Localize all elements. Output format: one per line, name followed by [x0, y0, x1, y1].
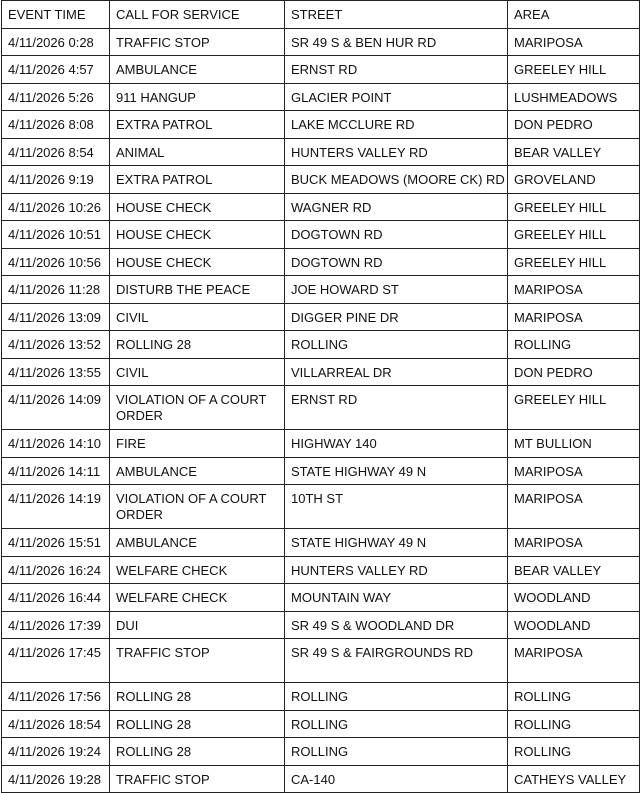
cell-call-for-service: HOUSE CHECK	[110, 193, 285, 221]
cell-area: MARIPOSA	[508, 639, 640, 683]
cell-event-time: 4/11/2026 16:44	[2, 584, 110, 612]
cell-call-for-service: CIVIL	[110, 358, 285, 386]
cell-street: SR 49 S & FAIRGROUNDS RD	[285, 639, 508, 683]
cell-event-time: 4/11/2026 10:26	[2, 193, 110, 221]
cell-street: 10TH ST	[285, 485, 508, 529]
cell-call-for-service: VIOLATION OF A COURT ORDER	[110, 386, 285, 430]
cell-street: MOUNTAIN WAY	[285, 584, 508, 612]
cell-event-time: 4/11/2026 8:54	[2, 138, 110, 166]
cell-street: ROLLING	[285, 738, 508, 766]
cell-area: WOODLAND	[508, 611, 640, 639]
cell-area: CATHEYS VALLEY	[508, 765, 640, 793]
cell-event-time: 4/11/2026 19:24	[2, 738, 110, 766]
table-row	[2, 248, 640, 276]
cell-call-for-service: ANIMAL	[110, 138, 285, 166]
cell-area: DON PEDRO	[508, 111, 640, 139]
cell-area: BEAR VALLEY	[508, 138, 640, 166]
cell-event-time: 4/11/2026 4:57	[2, 56, 110, 84]
cell-area: GROVELAND	[508, 166, 640, 194]
cell-event-time: 4/11/2026 18:54	[2, 710, 110, 738]
cell-event-time: 4/11/2026 15:51	[2, 529, 110, 557]
cell-area: ROLLING	[508, 710, 640, 738]
table-row	[2, 83, 640, 111]
cell-event-time: 4/11/2026 19:28	[2, 765, 110, 793]
cell-area: DON PEDRO	[508, 358, 640, 386]
cell-street: LAKE MCCLURE RD	[285, 111, 508, 139]
cell-event-time: 4/11/2026 10:56	[2, 248, 110, 276]
cell-event-time: 4/11/2026 17:39	[2, 611, 110, 639]
cell-area: GREELEY HILL	[508, 221, 640, 249]
cell-call-for-service: DISTURB THE PEACE	[110, 276, 285, 304]
table-row	[2, 765, 640, 793]
cell-street: VILLARREAL DR	[285, 358, 508, 386]
table-row	[2, 639, 640, 683]
cell-event-time: 4/11/2026 8:08	[2, 111, 110, 139]
cell-area: MARIPOSA	[508, 28, 640, 56]
table-row	[2, 430, 640, 458]
cell-street: CA-140	[285, 765, 508, 793]
cell-event-time: 4/11/2026 16:24	[2, 556, 110, 584]
cell-call-for-service: AMBULANCE	[110, 529, 285, 557]
cell-street: ROLLING	[285, 683, 508, 711]
cell-street: HIGHWAY 140	[285, 430, 508, 458]
cell-event-time: 4/11/2026 10:51	[2, 221, 110, 249]
table-row	[2, 738, 640, 766]
cell-event-time: 4/11/2026 14:09	[2, 386, 110, 430]
cell-street: DOGTOWN RD	[285, 248, 508, 276]
cell-event-time: 4/11/2026 14:19	[2, 485, 110, 529]
cell-area: MT BULLION	[508, 430, 640, 458]
table-header-row	[2, 1, 640, 29]
cell-street: HUNTERS VALLEY RD	[285, 138, 508, 166]
cell-call-for-service: DUI	[110, 611, 285, 639]
cell-area: MARIPOSA	[508, 485, 640, 529]
cell-call-for-service: CIVIL	[110, 303, 285, 331]
cell-event-time: 4/11/2026 11:28	[2, 276, 110, 304]
cell-street: JOE HOWARD ST	[285, 276, 508, 304]
header-event-time: EVENT TIME	[2, 1, 110, 29]
cell-street: ROLLING	[285, 331, 508, 359]
cell-event-time: 4/11/2026 5:26	[2, 83, 110, 111]
table-row	[2, 386, 640, 430]
header-call-for-service: CALL FOR SERVICE	[110, 1, 285, 29]
cell-area: MARIPOSA	[508, 529, 640, 557]
cell-event-time: 4/11/2026 0:28	[2, 28, 110, 56]
cell-area: GREELEY HILL	[508, 193, 640, 221]
cell-call-for-service: TRAFFIC STOP	[110, 28, 285, 56]
table-row	[2, 166, 640, 194]
cell-area: BEAR VALLEY	[508, 556, 640, 584]
cell-street: DIGGER PINE DR	[285, 303, 508, 331]
cell-area: MARIPOSA	[508, 276, 640, 304]
table-row	[2, 358, 640, 386]
cell-call-for-service: AMBULANCE	[110, 56, 285, 84]
cell-call-for-service: VIOLATION OF A COURT ORDER	[110, 485, 285, 529]
table-row	[2, 56, 640, 84]
cell-street: ERNST RD	[285, 56, 508, 84]
call-log-table	[1, 0, 640, 793]
cell-area: ROLLING	[508, 683, 640, 711]
cell-area: GREELEY HILL	[508, 386, 640, 430]
cell-area: WOODLAND	[508, 584, 640, 612]
cell-call-for-service: 911 HANGUP	[110, 83, 285, 111]
cell-event-time: 4/11/2026 14:10	[2, 430, 110, 458]
cell-street: STATE HIGHWAY 49 N	[285, 457, 508, 485]
cell-event-time: 4/11/2026 13:09	[2, 303, 110, 331]
header-area: AREA	[508, 1, 640, 29]
cell-call-for-service: HOUSE CHECK	[110, 221, 285, 249]
cell-call-for-service: ROLLING 28	[110, 683, 285, 711]
cell-area: GREELEY HILL	[508, 248, 640, 276]
cell-call-for-service: EXTRA PATROL	[110, 111, 285, 139]
cell-event-time: 4/11/2026 17:56	[2, 683, 110, 711]
cell-call-for-service: ROLLING 28	[110, 331, 285, 359]
cell-call-for-service: TRAFFIC STOP	[110, 765, 285, 793]
cell-call-for-service: EXTRA PATROL	[110, 166, 285, 194]
cell-street: WAGNER RD	[285, 193, 508, 221]
cell-event-time: 4/11/2026 14:11	[2, 457, 110, 485]
cell-street: SR 49 S & BEN HUR RD	[285, 28, 508, 56]
cell-street: SR 49 S & WOODLAND DR	[285, 611, 508, 639]
cell-area: MARIPOSA	[508, 303, 640, 331]
table-row	[2, 710, 640, 738]
cell-call-for-service: WELFARE CHECK	[110, 584, 285, 612]
table-row	[2, 303, 640, 331]
table-row	[2, 457, 640, 485]
cell-call-for-service: TRAFFIC STOP	[110, 639, 285, 683]
table-row	[2, 111, 640, 139]
cell-call-for-service: FIRE	[110, 430, 285, 458]
table-row	[2, 193, 640, 221]
cell-area: LUSHMEADOWS	[508, 83, 640, 111]
cell-street: HUNTERS VALLEY RD	[285, 556, 508, 584]
cell-street: GLACIER POINT	[285, 83, 508, 111]
table-row	[2, 485, 640, 529]
cell-area: ROLLING	[508, 331, 640, 359]
cell-street: DOGTOWN RD	[285, 221, 508, 249]
table-row	[2, 331, 640, 359]
cell-area: MARIPOSA	[508, 457, 640, 485]
cell-event-time: 4/11/2026 9:19	[2, 166, 110, 194]
table-row	[2, 556, 640, 584]
cell-street: ERNST RD	[285, 386, 508, 430]
table-row	[2, 683, 640, 711]
table-row	[2, 138, 640, 166]
cell-event-time: 4/11/2026 17:45	[2, 639, 110, 683]
cell-call-for-service: HOUSE CHECK	[110, 248, 285, 276]
cell-call-for-service: ROLLING 28	[110, 738, 285, 766]
header-street: STREET	[285, 1, 508, 29]
cell-call-for-service: ROLLING 28	[110, 710, 285, 738]
cell-event-time: 4/11/2026 13:52	[2, 331, 110, 359]
cell-event-time: 4/11/2026 13:55	[2, 358, 110, 386]
table-row	[2, 221, 640, 249]
table-row	[2, 529, 640, 557]
cell-street: ROLLING	[285, 710, 508, 738]
cell-call-for-service: AMBULANCE	[110, 457, 285, 485]
cell-street: STATE HIGHWAY 49 N	[285, 529, 508, 557]
cell-street: BUCK MEADOWS (MOORE CK) RD	[285, 166, 508, 194]
cell-area: GREELEY HILL	[508, 56, 640, 84]
table-body	[2, 28, 640, 793]
table-row	[2, 584, 640, 612]
table-row	[2, 611, 640, 639]
table-row	[2, 28, 640, 56]
table-row	[2, 276, 640, 304]
cell-area: ROLLING	[508, 738, 640, 766]
cell-call-for-service: WELFARE CHECK	[110, 556, 285, 584]
